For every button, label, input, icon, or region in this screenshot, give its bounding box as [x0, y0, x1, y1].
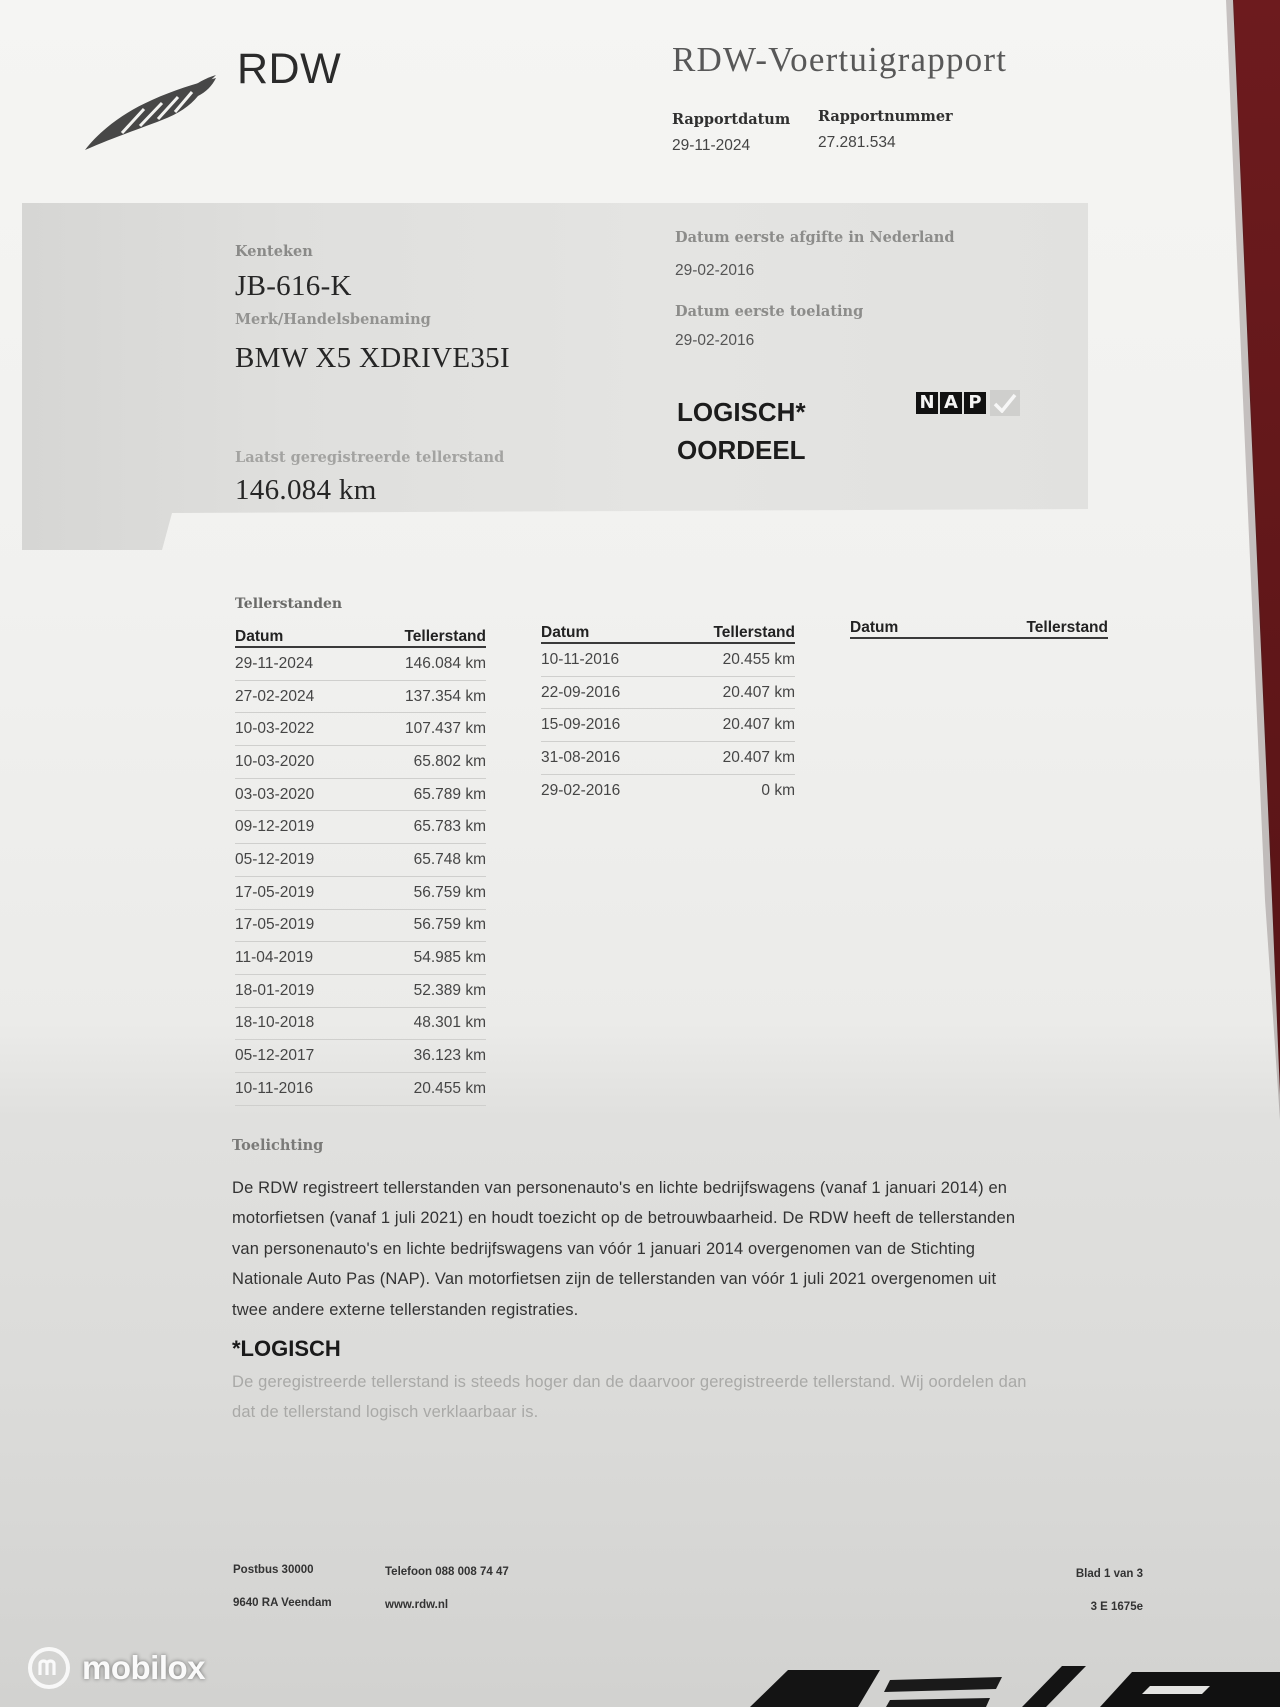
odometer-column-header: Tellerstand — [713, 624, 795, 641]
odometer-value: 146.084 km — [235, 474, 377, 506]
reading-date: 10-03-2022 — [235, 720, 315, 738]
explanation-line: Nationale Auto Pas (NAP). Van motorfietsen zijn de tellerstanden van vóór 1 juli 2021 overgenomen uit — [232, 1270, 997, 1288]
table-row — [541, 775, 795, 808]
report-title: RDW-Voertuigrapport — [672, 40, 1008, 79]
reading-value: 36.123 km — [413, 1047, 486, 1065]
nap-badge — [916, 386, 1021, 420]
odometer-column-header: Tellerstand — [404, 628, 486, 645]
mobilox-logo-icon — [26, 1645, 72, 1691]
footer-city: 9640 RA Veendam — [233, 1597, 332, 1609]
reading-value: 65.748 km — [413, 850, 486, 868]
footer-website: www.rdw.nl — [385, 1599, 449, 1611]
reading-value: 20.407 km — [722, 683, 795, 701]
first-registration-nl-label: Datum eerste afgifte in Nederland — [675, 229, 955, 246]
table-row — [235, 811, 486, 844]
reading-value: 65.783 km — [413, 818, 486, 836]
reading-date: 10-11-2016 — [541, 650, 620, 668]
reading-value: 20.407 km — [722, 748, 795, 766]
date-column-header: Datum — [235, 628, 284, 645]
odometer-label: Laatst geregistreerde tellerstand — [235, 449, 505, 466]
readings-column-2 — [541, 620, 795, 807]
table-row — [235, 910, 486, 943]
table-row — [541, 742, 795, 775]
reading-date: 11-04-2019 — [235, 949, 314, 967]
vehicle-summary-panel — [22, 203, 1088, 550]
explanation-line: twee andere externe tellerstanden registraties. — [232, 1301, 579, 1319]
reading-value: 20.455 km — [722, 650, 795, 668]
verdict-label: OORDEEL — [677, 435, 806, 465]
table-row — [235, 942, 486, 975]
reading-date: 18-10-2018 — [235, 1014, 315, 1032]
reading-value: 52.389 km — [413, 981, 486, 999]
footer-postbus: Postbus 30000 — [233, 1564, 314, 1576]
explanation-line: van personenauto's en lichte bedrijfswagens van vóór 1 januari 2014 overgenomen van de Stichting — [232, 1240, 976, 1258]
nap-letter: A — [940, 392, 962, 414]
explanation-title: Toelichting — [232, 1137, 324, 1154]
table-row — [235, 648, 486, 681]
report-number: 27.281.534 — [818, 134, 896, 151]
logisch-line: De geregistreerde tellerstand is steeds hoger dan de daarvoor geregistreerde tellerstand. Wij oordelen dan — [232, 1373, 1027, 1391]
first-admission-date: 29-02-2016 — [675, 332, 755, 349]
reading-value: 54.985 km — [413, 949, 486, 967]
reading-value: 48.301 km — [413, 1014, 486, 1032]
reading-date: 05-12-2019 — [235, 850, 315, 868]
vehicle-make-model: BMW X5 XDRIVE35I — [235, 342, 510, 374]
table-row — [541, 677, 795, 710]
reading-value: 107.437 km — [405, 720, 486, 738]
table-row — [235, 779, 486, 812]
footer-phone: Telefoon 088 008 74 47 — [385, 1566, 509, 1578]
reading-date: 10-11-2016 — [235, 1079, 314, 1097]
report-date: 29-11-2024 — [672, 137, 751, 154]
reading-date: 29-02-2016 — [541, 782, 621, 800]
reading-date: 27-02-2024 — [235, 687, 315, 705]
license-plate: JB-616-K — [235, 270, 352, 302]
table-row — [235, 746, 486, 779]
table-row — [235, 877, 486, 910]
reading-date: 31-08-2016 — [541, 748, 621, 766]
plate-label: Kenteken — [235, 243, 313, 260]
nap-letter: P — [964, 392, 986, 414]
reading-date: 22-09-2016 — [541, 683, 621, 701]
date-column-header: Datum — [850, 619, 899, 636]
reading-date: 17-05-2019 — [235, 883, 315, 901]
table-row — [235, 1073, 486, 1106]
explanation-line: De RDW registreert tellerstanden van personenauto's en lichte bedrijfswagens (vanaf 1 januari 2014) en — [232, 1179, 1008, 1197]
nap-letter: N — [916, 392, 938, 414]
table-row — [235, 681, 486, 714]
explanation-line: motorfietsen (vanaf 1 juli 2021) en houdt toezicht op de betrouwbaarheid. De RDW heeft de tellerstanden — [232, 1209, 1016, 1227]
reading-date: 17-05-2019 — [235, 916, 315, 934]
reading-date: 29-11-2024 — [235, 654, 314, 672]
rdw-feather-logo-icon — [82, 72, 217, 152]
reading-value: 56.759 km — [413, 916, 486, 934]
background-decal-shape — [740, 1660, 1280, 1707]
footer-page-number: Blad 1 van 3 — [1075, 1568, 1143, 1580]
reading-value: 65.802 km — [413, 752, 486, 770]
checkmark-icon — [990, 390, 1020, 416]
reading-value: 0 km — [761, 782, 795, 800]
reading-value: 20.455 km — [413, 1079, 486, 1097]
date-column-header: Datum — [541, 624, 590, 641]
reading-value: 20.407 km — [722, 716, 795, 734]
first-admission-label: Datum eerste toelating — [675, 303, 864, 320]
table-header — [541, 620, 795, 644]
table-header — [850, 615, 1108, 639]
reading-date: 18-01-2019 — [235, 981, 315, 999]
reading-value: 146.084 km — [405, 654, 486, 672]
reading-value: 56.759 km — [413, 883, 486, 901]
reading-date: 09-12-2019 — [235, 818, 315, 836]
readings-column-3 — [850, 615, 1108, 639]
table-row — [235, 975, 486, 1008]
readings-title: Tellerstanden — [235, 596, 343, 612]
table-row — [235, 1040, 486, 1073]
make-label: Merk/Handelsbenaming — [235, 311, 431, 328]
reading-value: 65.789 km — [413, 785, 486, 803]
table-row — [541, 709, 795, 742]
logisch-line: dat de tellerstand logisch verklaarbaar is. — [232, 1403, 539, 1421]
readings-column-1 — [235, 624, 486, 1106]
reading-date: 10-03-2020 — [235, 752, 315, 770]
reading-date: 15-09-2016 — [541, 716, 621, 734]
table-row — [541, 644, 795, 677]
reading-value: 137.354 km — [405, 687, 486, 705]
org-name: RDW — [237, 45, 342, 93]
footer-document-code: 3 E 1675e — [1090, 1601, 1143, 1613]
report-number-label: Rapportnummer — [818, 108, 953, 125]
table-row — [235, 713, 486, 746]
first-registration-nl-date: 29-02-2016 — [675, 262, 755, 279]
odometer-column-header: Tellerstand — [1026, 619, 1108, 636]
table-row — [235, 844, 486, 877]
table-row — [235, 1008, 486, 1041]
table-header — [235, 624, 486, 648]
reading-date: 03-03-2020 — [235, 785, 315, 803]
verdict-value: LOGISCH* — [677, 397, 806, 427]
watermark-text: mobilox — [82, 1649, 206, 1686]
report-date-label: Rapportdatum — [672, 111, 791, 128]
logisch-heading: *LOGISCH — [232, 1336, 341, 1361]
reading-date: 05-12-2017 — [235, 1047, 315, 1065]
watermark — [26, 1644, 205, 1692]
